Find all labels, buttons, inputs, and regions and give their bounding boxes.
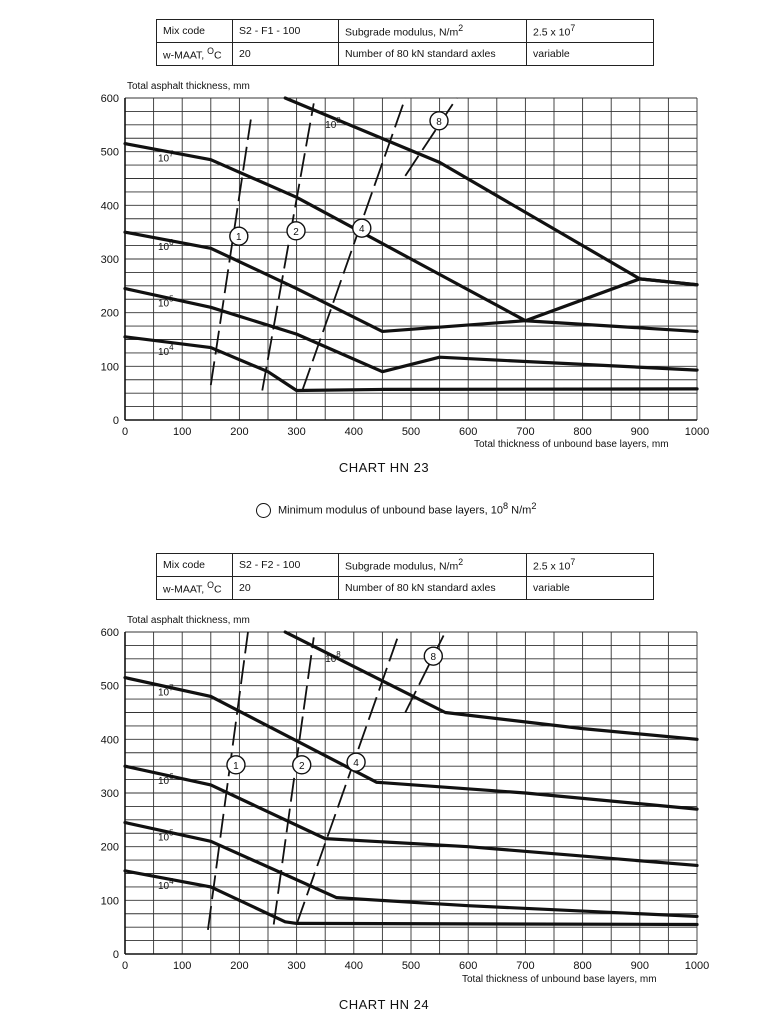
mix-code-value: S2 - F2 - 100 bbox=[233, 554, 339, 577]
boundary-label: 2 bbox=[298, 760, 305, 772]
x-tick-label: 500 bbox=[401, 960, 421, 972]
params-table-hn23 bbox=[156, 19, 654, 66]
axles-value: variable bbox=[527, 43, 654, 66]
boundary-label: 8 bbox=[430, 652, 437, 664]
boundary-line bbox=[297, 632, 400, 924]
boundary-label: 8 bbox=[436, 116, 442, 128]
x-tick-label: 300 bbox=[287, 960, 306, 972]
x-tick-label: 800 bbox=[573, 426, 592, 438]
x-tick-label: 400 bbox=[344, 426, 363, 438]
axles-label: Number of 80 kN standard axles bbox=[339, 577, 527, 600]
mix-code-label: Mix code bbox=[157, 554, 233, 577]
subgrade-modulus-value: 2.5 x $10^7$ bbox=[527, 20, 654, 43]
y-tick-label: 200 bbox=[100, 307, 119, 320]
x-tick-label: 1000 bbox=[684, 960, 710, 972]
x-tick-label: 0 bbox=[121, 426, 129, 438]
boundary-label: 4 bbox=[359, 224, 365, 236]
chart-hn24 bbox=[0, 614, 768, 984]
series-label: $10^5$ bbox=[158, 828, 174, 844]
y-tick-label: 300 bbox=[100, 254, 119, 266]
x-tick-label: 400 bbox=[344, 960, 363, 972]
legend-unit-exp: 2 bbox=[531, 501, 537, 511]
params-table-hn24 bbox=[156, 553, 654, 600]
x-tick-label: 1000 bbox=[684, 426, 710, 438]
boundary-label: 2 bbox=[293, 226, 299, 238]
subgrade-modulus-value: 2.5 x $10^7$ bbox=[527, 554, 654, 577]
x-tick-label: 200 bbox=[230, 426, 249, 438]
x-tick-label: 500 bbox=[401, 426, 421, 438]
chart-hn23 bbox=[0, 80, 768, 450]
chart-title-hn23: CHART HN 23 bbox=[338, 460, 430, 475]
y-tick-label: 100 bbox=[100, 895, 119, 908]
x-tick-label: 600 bbox=[459, 960, 478, 972]
boundary-label: 1 bbox=[233, 760, 239, 772]
boundary-line bbox=[262, 103, 313, 390]
wmaat-value: 20 bbox=[233, 43, 339, 66]
y-tick-label: 0 bbox=[112, 949, 119, 961]
subgrade-modulus-label: Subgrade modulus, $N/m^2$ bbox=[339, 554, 527, 577]
y-tick-label: 200 bbox=[100, 841, 119, 854]
x-tick-label: 0 bbox=[121, 960, 129, 972]
x-tick-label: 100 bbox=[173, 960, 192, 972]
y-tick-label: 500 bbox=[100, 146, 119, 159]
y-axis-label-hn24: Total asphalt thickness, mm bbox=[127, 615, 250, 626]
mix-code-value: S2 - F1 - 100 bbox=[233, 20, 339, 43]
boundary-line bbox=[405, 98, 456, 176]
boundary-line bbox=[274, 637, 314, 924]
x-axis-label-hn24: Total thickness of unbound base layers, mm bbox=[462, 974, 657, 985]
legend-exp: 8 bbox=[503, 501, 509, 511]
x-tick-label: 900 bbox=[630, 960, 649, 972]
y-tick-label: 100 bbox=[100, 361, 119, 374]
subgrade-modulus-label: Subgrade modulus, $N/m^2$ bbox=[339, 20, 527, 43]
series-label: $10^7$ bbox=[158, 683, 174, 699]
x-tick-label: 100 bbox=[173, 426, 192, 438]
wmaat-value: 20 bbox=[233, 577, 339, 600]
series-label: $10^4$ bbox=[158, 876, 174, 892]
series-label: $10^4$ bbox=[158, 342, 174, 358]
x-tick-label: 700 bbox=[516, 426, 535, 438]
x-axis-label-hn23: Total thickness of unbound base layers, mm bbox=[474, 439, 669, 450]
y-axis-label-hn23: Total asphalt thickness, mm bbox=[127, 81, 250, 92]
series-line bbox=[285, 98, 697, 285]
legend-text: Minimum modulus of unbound base layers, 10 bbox=[278, 504, 504, 517]
y-tick-label: 400 bbox=[100, 734, 119, 747]
x-tick-label: 300 bbox=[287, 426, 306, 438]
axles-value: variable bbox=[527, 577, 654, 600]
boundary-label: 4 bbox=[353, 758, 359, 770]
boundary-label: 1 bbox=[236, 232, 242, 244]
y-tick-label: 400 bbox=[100, 200, 119, 213]
wmaat-label: w-MAAT, $^O$C bbox=[157, 577, 233, 600]
y-tick-label: 600 bbox=[100, 93, 119, 105]
x-tick-label: 800 bbox=[573, 960, 592, 972]
y-tick-label: 300 bbox=[100, 788, 119, 800]
legend bbox=[256, 501, 536, 518]
axles-label: Number of 80 kN standard axles bbox=[339, 43, 527, 66]
wmaat-label: w-MAAT, $^O$C bbox=[157, 43, 233, 66]
legend-unit: N/m bbox=[508, 504, 532, 517]
y-tick-label: 600 bbox=[100, 627, 119, 639]
x-tick-label: 600 bbox=[459, 426, 478, 438]
circle-icon bbox=[256, 503, 271, 518]
series-label: $10^6$ bbox=[158, 238, 174, 254]
x-tick-label: 700 bbox=[516, 960, 535, 972]
chart-title-hn24: CHART HN 24 bbox=[338, 997, 430, 1012]
series-label: $10^8$ bbox=[325, 116, 341, 131]
y-tick-label: 0 bbox=[112, 415, 119, 427]
x-tick-label: 900 bbox=[630, 426, 649, 438]
x-tick-label: 200 bbox=[230, 960, 249, 972]
series-label: $10^5$ bbox=[158, 294, 174, 310]
series-label: $10^7$ bbox=[158, 149, 174, 165]
series-label: $10^6$ bbox=[158, 772, 174, 788]
y-tick-label: 500 bbox=[100, 680, 119, 693]
mix-code-label: Mix code bbox=[157, 20, 233, 43]
series-label: $10^8$ bbox=[325, 650, 341, 665]
boundary-line bbox=[208, 632, 248, 930]
